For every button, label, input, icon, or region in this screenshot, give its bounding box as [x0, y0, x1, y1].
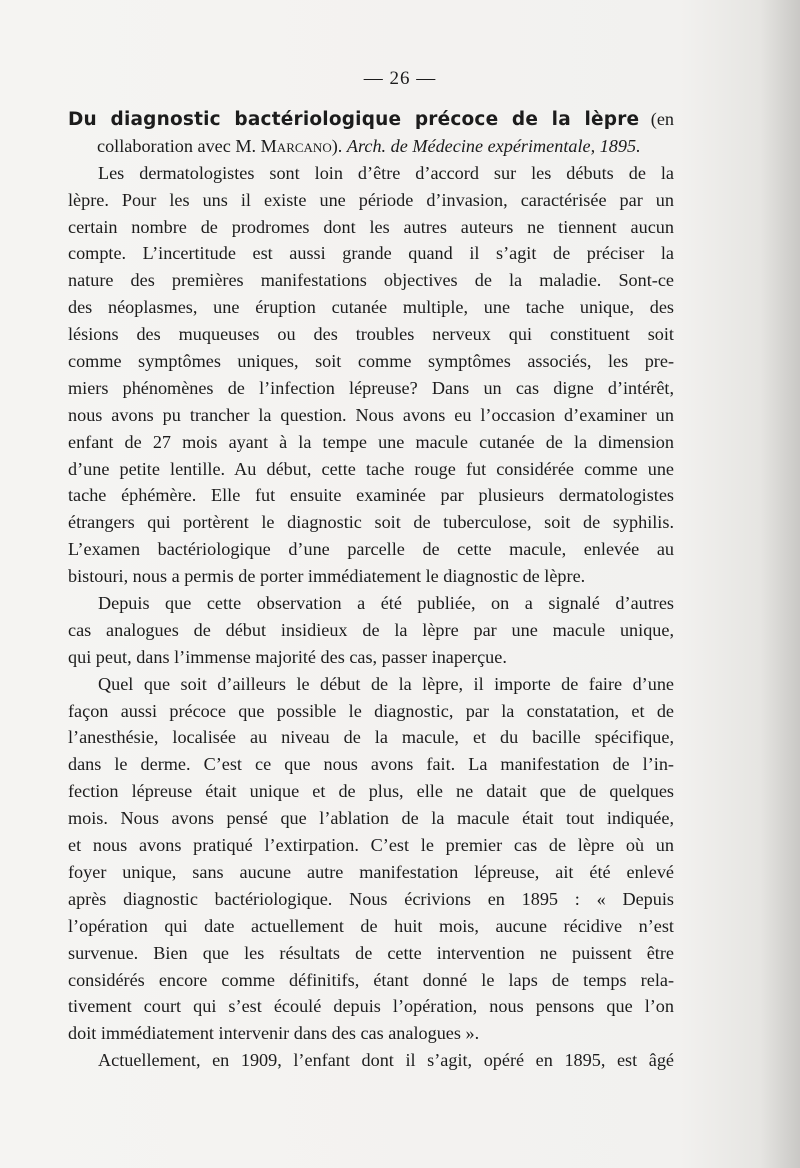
paragraph-line: fection lépreuse était unique et de plus, elle ne datait que de quelques	[68, 781, 674, 802]
body-text	[68, 106, 674, 1074]
paragraph-line: et nous avons pratiqué l’extirpation. C’est le premier cas de lèpre où un	[68, 835, 674, 856]
paragraph-line: Actuellement, en 1909, l’enfant dont il s’agit, opéré en 1895, est âgé	[98, 1050, 674, 1071]
paragraph-line: lèpre. Pour les uns il existe une période d’invasion, caractérisée par un	[68, 189, 674, 210]
paragraph-line: dans le derme. C’est ce que nous avons fait. La manifestation de l’in-	[68, 754, 674, 775]
paragraph-line: comme symptômes uniques, soit comme symptômes associés, les pre-	[68, 351, 674, 372]
paragraph-line: foyer unique, sans aucune autre manifestation lépreuse, ait été enlevé	[68, 861, 674, 882]
journal-citation: Arch. de Médecine expérimentale, 1895.	[346, 135, 641, 156]
paragraph-line: bistouri, nous a permis de porter immédiatement le diagnostic de lèpre.	[68, 566, 586, 587]
paragraph-line: tache éphémère. Elle fut ensuite examinée par plusieurs dermatologistes	[68, 485, 674, 506]
paragraph-line: considérés encore comme définitifs, étant donné le laps de temps rela-	[68, 969, 674, 990]
collaboration-prefix: collaboration avec M.	[97, 135, 261, 156]
paragraph-line: après diagnostic bactériologique. Nous écrivions en 1895 : « Depuis	[68, 888, 674, 909]
paragraph-line: mois. Nous avons pensé que l’ablation de la macule était tout indiquée,	[68, 808, 674, 829]
paragraph-line: l’anesthésie, localisée au niveau de la macule, et du bacille spécifique,	[68, 727, 674, 748]
paragraph-line: tivement court qui s’est écoulé depuis l’opération, nous pensons que l’on	[68, 996, 674, 1017]
paragraph-line: enfant de 27 mois ayant à la tempe une macule cutanée de la dimension	[68, 431, 674, 452]
paragraph-line: certain nombre de prodromes dont les autres auteurs ne tiennent aucun	[68, 216, 674, 237]
paragraph-line: d’une petite lentille. Au début, cette tache rouge fut considérée comme une	[68, 458, 674, 479]
paragraph-line: survenue. Bien que les résultats de cette intervention ne puissent être	[68, 942, 674, 963]
paragraph-line: étrangers qui portèrent le diagnostic soit de tuberculose, soit de syphilis.	[68, 512, 674, 533]
paragraph-line: Les dermatologistes sont loin d’être d’accord sur les débuts de la	[98, 162, 674, 183]
paragraph-line: nature des premières manifestations objectives de la maladie. Sont-ce	[68, 270, 674, 291]
paragraph-line: l’opération qui date actuellement de huit mois, aucune récidive n’est	[68, 915, 674, 936]
paragraph-line: façon aussi précoce que possible le diagnostic, par la constatation, et de	[68, 700, 674, 721]
entry-title-continuation: (en	[639, 109, 674, 129]
paragraph-line: Quel que soit d’ailleurs le début de la lèpre, il importe de faire d’une	[98, 673, 674, 694]
paragraph-line: lésions des muqueuses ou des troubles nerveux qui constituent soit	[68, 324, 674, 345]
paragraph-4	[68, 1047, 674, 1074]
paragraph-line: nous avons pu trancher la question. Nous avons eu l’occasion d’examiner un	[68, 404, 674, 425]
paragraph-line: qui peut, dans l’immense majorité des cas, passer inaperçue.	[68, 646, 507, 667]
paragraph-2	[68, 590, 674, 671]
paragraph-line: L’examen bactériologique d’une parcelle de cette macule, enlevée au	[68, 539, 674, 560]
paragraph-line: compte. L’incertitude est aussi grande quand il s’agit de préciser la	[68, 243, 674, 264]
paragraph-line: doit immédiatement intervenir dans des cas analogues ».	[68, 1023, 480, 1044]
paragraph-line: des néoplasmes, une éruption cutanée multiple, une tache unique, des	[68, 297, 674, 318]
paragraph-1	[68, 160, 674, 590]
collaborator-name: Marcano	[260, 135, 332, 156]
collaboration-suffix: ).	[331, 135, 347, 156]
paragraph-line: cas analogues de début insidieux de la lèpre par une macule unique,	[68, 619, 674, 640]
entry-heading	[68, 106, 674, 160]
paragraph-line: Depuis que cette observation a été publiée, on a signalé d’autres	[98, 593, 674, 614]
page-number: — 26 —	[363, 68, 437, 89]
paragraph-3	[68, 671, 674, 1047]
entry-title: Du diagnostic bactériologique précoce de la lèpre	[68, 109, 640, 130]
paragraph-line: miers phénomènes de l’infection lépreuse? Dans un cas digne d’intérêt,	[68, 377, 674, 398]
